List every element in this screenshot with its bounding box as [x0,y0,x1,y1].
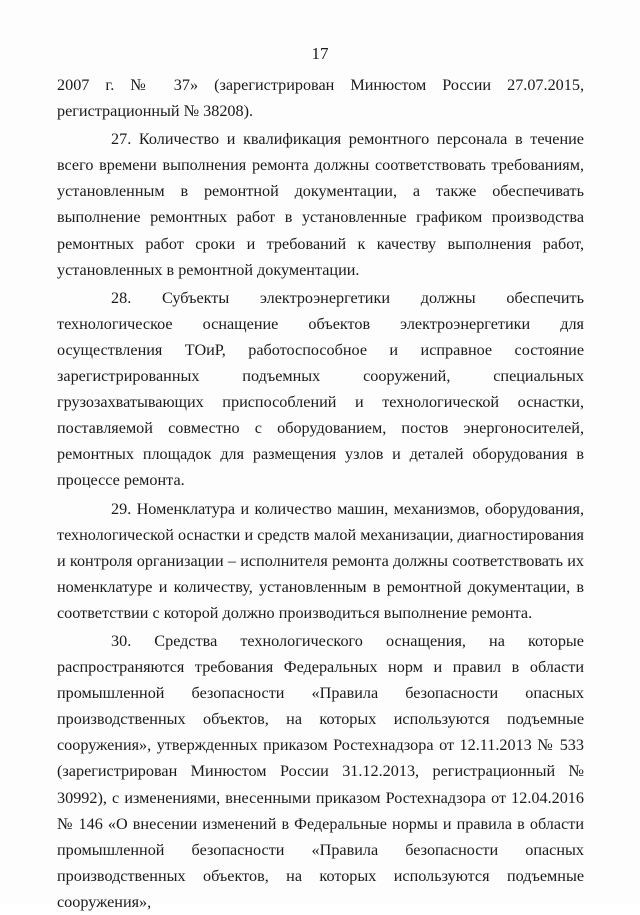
paragraph-29: 29. Номенклатура и количество машин, механизмов, оборудования, технологической оснастки и средств малой механизации, диагностирования и контроля организации – исполнителя ремонта должны соответствовать их номенклатуре и количеству, установленным в ремонтной документации, в соответствии с которой должно производиться выполнение ремонта. [57,499,584,622]
paragraph-30: 30. Средства технологического оснащения, на которые распространяются требования Федеральных норм и правил в области промышленной безопасности «Правила безопасности опасных производственных объектов, на которых используются подъемные сооружения», утвержденных приказом Ростехнадзора от 12.11.2013 № 533 (зарегистрирован Минюстом России 31.12.2013, регистрационный № 30992), с изменениями, внесенными приказом Ростехнадзора от 12.04.2016 № 146 «О внесении изменений в Федеральные нормы и правила в области промышленной безопасности «Правила безопасности опасных производственных объектов, на которых используются подъемные сооружения», [57,631,584,911]
paragraph-28: 28. Субъекты электроэнергетики должны обеспечить технологическое оснащение объектов электроэнергетики для осуществления ТОиР, работоспособное и исправное состояние зарегистрированных подъемных сооружений, специальных грузозахватывающих приспособлений и технологической оснастки, поставляемой совместно с оборудованием, постов энергоносителей, ремонтных площадок для размещения узлов и деталей оборудования в процессе ремонта. [57,288,584,490]
paragraph-continuation: 2007 г. № 37» (зарегистрирован Минюстом России 27.07.2015, регистрационный № 38208). [57,76,584,121]
document-body [57,72,584,915]
paragraph-27: 27. Количество и квалификация ремонтного персонала в течение всего времени выполнения ремонта должны соответствовать требованиям, установленным в ремонтной документации, а также обеспечивать выполнение ремонтных работ в установленные графиком производства ремонтных работ сроки и требований к качеству выполнения работ, установленных в ремонтной документации. [57,130,584,279]
page-number: 17 [311,44,329,63]
